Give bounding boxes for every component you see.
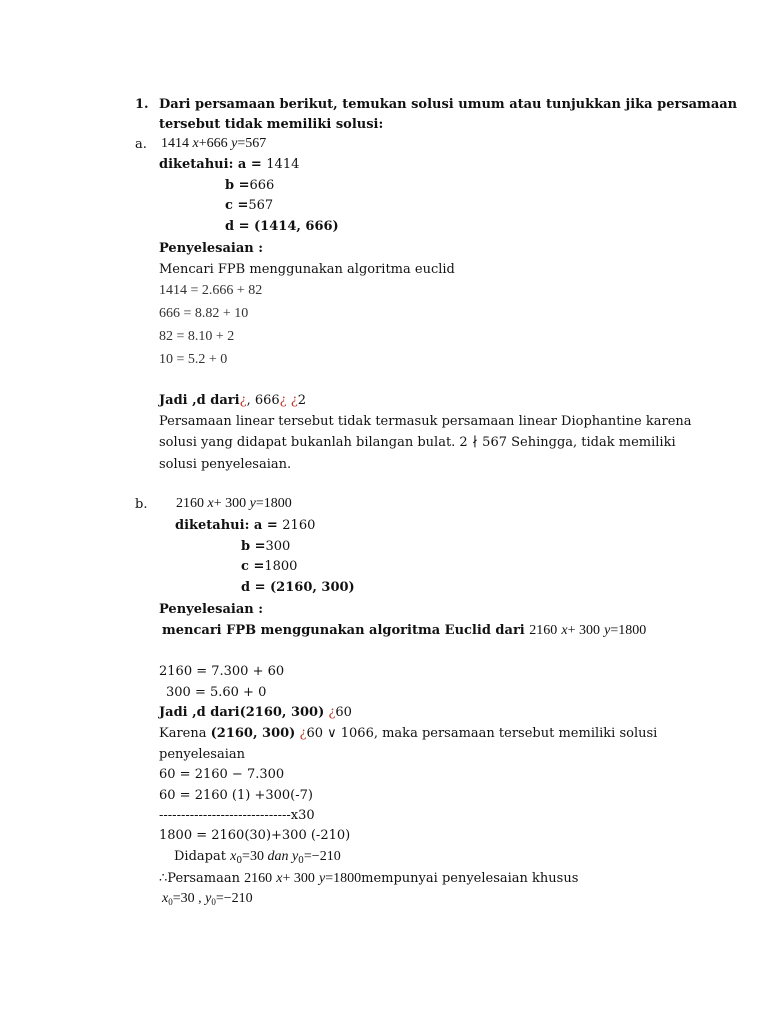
part-a-known-b: b =666 xyxy=(225,178,275,193)
problem-title-line2: tersebut tidak memiliki solusi: xyxy=(159,117,384,132)
part-b-final: $x_0=30$ , $y_0=-210$ xyxy=(162,891,253,907)
part-a-conclusion: Jadi ,d dari¿, 666¿ ¿2 xyxy=(159,393,306,408)
problem-title-line1: Dari persamaan berikut, temukan solusi umum atau tunjukkan jika persamaan xyxy=(159,97,738,112)
therefore-icon: ∴ xyxy=(159,871,168,886)
part-a-known-d: d = (1414, 666) xyxy=(225,219,339,234)
part-b-step2: 300 = 5.60 + 0 xyxy=(166,685,267,700)
part-b-reason-line2: penyelesaian xyxy=(159,747,245,762)
part-a-solution-label: Penyelesaian : xyxy=(159,241,264,256)
part-b-known-c: c =1800 xyxy=(241,559,298,574)
part-a-reason-line2: solusi yang didapat bukanlah bilangan bulat. 2 ∤ 567 Sehingga, tidak memiliki xyxy=(159,435,676,450)
part-a-reason-line3: solusi penyelesaian. xyxy=(159,457,292,472)
part-b-divider: ------------------------------x30 xyxy=(159,808,315,823)
part-a-step2: 666 = 8.82 + 10 xyxy=(159,306,249,321)
part-b-solution-label: Penyelesaian : xyxy=(159,602,264,617)
part-a-method: Mencari FPB menggunakan algoritma euclid xyxy=(159,262,455,277)
part-a-step4: 10 = 5.2 + 0 xyxy=(159,352,228,367)
part-b-known-b: b =300 xyxy=(241,539,291,554)
part-a-known-a: diketahui: a = 1414 xyxy=(159,157,300,172)
part-b-therefore: ∴Persamaan 2160 x+ 300 y=1800mempunyai penyelesaian khusus xyxy=(159,871,579,886)
part-b-calc2: 60 = 2160 (1) +300(-7) xyxy=(159,788,313,803)
part-a-known-c: c =567 xyxy=(225,198,274,213)
part-b-known-d: d = (2160, 300) xyxy=(241,580,355,595)
part-a-label: a. xyxy=(135,137,147,152)
problem-number: 1. xyxy=(135,97,149,112)
part-a-step1: 1414 = 2.666 + 82 xyxy=(159,283,263,298)
part-b-reason-line1: Karena (2160, 300) ¿60 ∨ 1066, maka persamaan tersebut memiliki solusi xyxy=(159,726,658,741)
part-a-equation: 1414 x+666 y=567 xyxy=(161,136,267,151)
part-b-calc3: 1800 = 2160(30)+300 (-210) xyxy=(159,828,351,843)
part-b-conclusion: Jadi ,d dari(2160, 300) ¿60 xyxy=(159,705,352,720)
part-b-step1: 2160 = 7.300 + 60 xyxy=(159,664,285,679)
part-b-method: mencari FPB menggunakan algoritma Euclid dari 2160 x+ 300 y=1800 xyxy=(162,623,647,638)
part-b-calc1: 60 = 2160 − 7.300 xyxy=(159,767,285,782)
part-b-obtained: Didapat $x_0=30$ dan $y_0=-210$ xyxy=(174,849,341,866)
part-b-label: b. xyxy=(135,497,148,512)
part-a-reason-line1: Persamaan linear tersebut tidak termasuk persamaan linear Diophantine karena xyxy=(159,414,692,429)
part-a-step3: 82 = 8.10 + 2 xyxy=(159,329,235,344)
part-b-known-a: diketahui: a = 2160 xyxy=(175,518,316,533)
part-b-equation: 2160 x+ 300 y=1800 xyxy=(176,496,292,511)
